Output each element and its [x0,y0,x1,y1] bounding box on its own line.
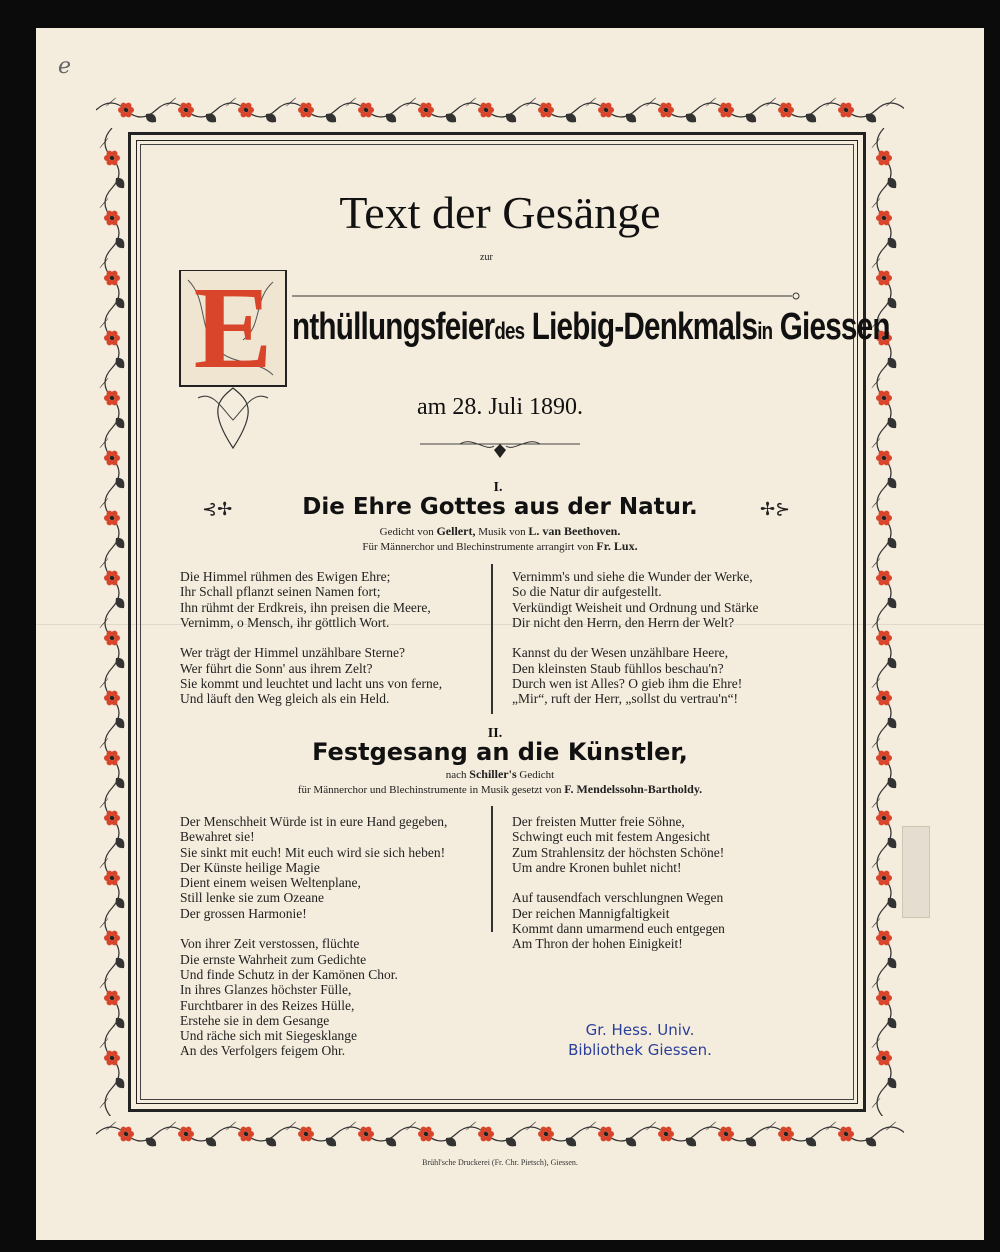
section-2-title: Festgesang an die Künstler, [312,738,688,766]
leaf-ornament [226,98,236,107]
leaf-ornament [872,378,881,388]
credit-poet: Gellert, [436,524,476,538]
flower-ornament [876,211,892,226]
flower-ornament [778,103,794,118]
leaf-ornament [506,1138,516,1147]
flower-ornament [298,1127,314,1142]
headline-word-3: Liebig-Denkmals [531,306,758,348]
attached-card-edge [902,826,930,918]
credit-text: Gedicht [519,769,555,781]
leaf-ornament [346,98,356,107]
verse-line: Die ernste Wahrheit zum Gedichte [180,951,367,967]
flower-ornament [104,931,120,946]
headline-word-1: nthüllungsfeier [292,306,495,348]
leaf-ornament [888,538,897,548]
flower-ornament [876,151,892,166]
flower-ornament [876,931,892,946]
flower-ornament [838,103,854,118]
leaf-ornament [888,718,897,728]
verse-line: Ihr Schall pflanzt seinen Namen fort; [180,584,381,600]
leaf-ornament [872,798,881,808]
leaf-ornament [100,1098,109,1108]
leaf-ornament [466,98,476,107]
verse-line: Erstehe sie in dem Gesange [180,1012,330,1028]
leaf-ornament [686,1138,696,1147]
leaf-ornament [116,838,125,848]
leaf-ornament [766,1122,776,1131]
leaf-ornament [206,114,216,123]
leaf-ornament [100,798,109,808]
leaf-ornament [100,258,109,268]
flower-ornament [418,1127,434,1142]
leaf-ornament [872,738,881,748]
section-2-credits [160,767,840,782]
leaf-ornament [100,378,109,388]
leaf-ornament [116,178,125,188]
leaf-ornament [116,298,125,308]
leaf-ornament [100,198,109,208]
flower-ornament [876,1051,892,1066]
leaf-ornament [888,178,897,188]
leaf-ornament [806,114,816,123]
leaf-ornament [146,1138,156,1147]
date-line: am 28. Juli 1890. [417,394,583,420]
column-divider [491,564,493,714]
leaf-ornament [888,418,897,428]
verse-line: Am Thron der hohen Einigkeit! [512,936,683,952]
leaf-ornament [872,978,881,988]
verse-line: „Mir“, ruft der Herr, „sollst du vertrau'n“! [512,691,739,707]
section-1-right-column [512,569,759,722]
section-1-title: Die Ehre Gottes aus der Natur. [302,494,698,520]
arrangement-text: Für Männerchor und Blechinstrumente arrangirt von [362,541,594,553]
flower-ornament [104,871,120,886]
verse-line: Dir nicht den Herrn, den Herrn der Welt? [512,614,735,630]
leaf-ornament [100,1038,109,1048]
flower-ornament [838,1127,854,1142]
verse-line: In ihres Glanzes höchster Fülle, [180,982,352,998]
leaf-ornament [888,478,897,488]
leaf-ornament [166,98,176,107]
leaf-ornament [116,598,125,608]
verse-line: Der reichen Mannigfaltigkeit [512,905,670,921]
flower-ornament [104,811,120,826]
zur-label: zur [480,252,493,263]
leaf-ornament [266,114,276,123]
leaf-ornament [116,418,125,428]
flower-ornament [104,391,120,406]
flower-ornament [876,991,892,1006]
leaf-ornament [116,658,125,668]
leaf-ornament [888,598,897,608]
flower-ornament [178,103,194,118]
flower-ornament [876,451,892,466]
leaf-ornament [566,114,576,123]
printer-credit: Brühl'sche Druckerei (Fr. Chr. Pietsch), Giessen. [422,1158,578,1167]
section-1-number: I. [493,480,503,495]
leaf-ornament [872,918,881,928]
leaf-ornament [446,1138,456,1147]
section-2-number: II. [487,726,503,741]
flower-ornament [298,103,314,118]
flower-ornament [104,211,120,226]
section-2-right-column [512,814,725,967]
column-divider [491,806,493,932]
flower-ornament [178,1127,194,1142]
right-flourish-icon: ✢⊱ [760,499,791,520]
credit-text: nach [445,769,467,781]
leaf-ornament [266,1138,276,1147]
verse-line: Kannst du der Wesen unzählbare Heere, [512,645,729,661]
leaf-ornament [100,438,109,448]
flower-ornament [104,331,120,346]
leaf-ornament [872,678,881,688]
leaf-ornament [116,478,125,488]
leaf-ornament [886,98,896,107]
leaf-ornament [888,1018,897,1028]
flower-ornament [718,103,734,118]
headline-word-2: des [494,318,525,345]
leaf-ornament [766,98,776,107]
leaf-ornament [146,114,156,123]
headline-word-5: Giessen [779,306,890,348]
verse-stanza [512,814,725,875]
section-2-left-column [180,814,447,1074]
flower-ornament [104,691,120,706]
verse-line: Den kleinsten Staub fühllos beschau'n? [512,660,724,676]
flower-ornament [478,103,494,118]
leaf-ornament [116,358,125,368]
leaf-ornament [646,98,656,107]
leaf-ornament [116,958,125,968]
leaf-ornament [326,114,336,123]
flower-ornament [718,1127,734,1142]
flower-ornament [104,151,120,166]
leaf-ornament [100,738,109,748]
flower-ornament [104,451,120,466]
leaf-ornament [706,98,716,107]
flower-ornament [104,271,120,286]
floral-border-top [96,92,904,128]
floral-border-bottom [96,1116,904,1152]
verse-line: Wer führt die Sonn' aus ihrem Zelt? [180,660,373,676]
flower-ornament [104,991,120,1006]
flower-ornament [876,571,892,586]
leaf-ornament [100,498,109,508]
leaf-ornament [286,98,296,107]
verse-line: Der Künste heilige Magie [180,859,320,875]
leaf-ornament [116,778,125,788]
section-2-arrangement [160,782,840,797]
flower-ornament [876,631,892,646]
leaf-ornament [286,1122,296,1131]
verse-line: Kommt dann umarmend euch entgegen [512,921,725,937]
verse-line: Dient einem weisen Weltenplane, [180,875,361,891]
leaf-ornament [506,114,516,123]
ornamental-rule [420,436,580,462]
leaf-ornament [106,1122,116,1131]
flower-ornament [658,1127,674,1142]
leaf-ornament [100,318,109,328]
leaf-ornament [888,898,897,908]
leaf-ornament [116,1018,125,1028]
section-1-arrangement [160,539,840,554]
verse-line: Sie kommt und leuchtet und lacht uns von ferne, [180,676,443,692]
leaf-ornament [446,114,456,123]
leaf-ornament [100,138,109,148]
leaf-ornament [406,1122,416,1131]
leaf-ornament [626,114,636,123]
corner-pencil-mark: e [58,54,72,79]
verse-line: Wer trägt der Himmel unzählbare Sterne? [180,645,405,661]
verse-line: So die Natur dir aufgestellt. [512,584,662,600]
leaf-ornament [566,1138,576,1147]
verse-line: Der Menschheit Würde ist in eure Hand gegeben, [180,814,448,829]
verse-stanza [180,569,442,630]
leaf-ornament [386,1138,396,1147]
verse-line: Bewahret sie! [180,829,255,845]
flower-ornament [538,1127,554,1142]
leaf-ornament [116,1078,125,1088]
leaf-ornament [406,98,416,107]
leaf-ornament [888,838,897,848]
verse-line: Von ihrer Zeit verstossen, flüchte [180,936,360,952]
section-1-credits [160,524,840,539]
flower-ornament [876,271,892,286]
verse-line: Und räche sich mit Siegesklange [180,1028,357,1044]
leaf-ornament [888,358,897,368]
leaf-ornament [346,1122,356,1131]
verse-stanza [180,936,447,1058]
flower-ornament [778,1127,794,1142]
verse-line: Ihn rühmt der Erdkreis, ihn preisen die Meere, [180,599,431,615]
leaf-ornament [326,1138,336,1147]
verse-line: Die Himmel rühmen des Ewigen Ehre; [180,569,391,584]
flower-ornament [104,751,120,766]
flower-ornament [538,103,554,118]
leaf-ornament [166,1122,176,1131]
leaf-ornament [826,1122,836,1131]
flower-ornament [876,511,892,526]
leaf-ornament [872,858,881,868]
flower-ornament [876,751,892,766]
leaf-ornament [466,1122,476,1131]
leaf-ornament [872,1098,881,1108]
left-flourish-icon: ⊰✢ [202,499,233,520]
leaf-ornament [100,678,109,688]
leaf-ornament [100,978,109,988]
headline [292,306,890,349]
verse-line: Um andre Kronen buhlet nicht! [512,859,682,875]
leaf-ornament [116,238,125,248]
credit-poet: Schiller's [469,767,517,781]
leaf-ornament [872,618,881,628]
flower-ornament [118,103,134,118]
leaf-ornament [386,114,396,123]
credit-text: Musik von [478,526,526,538]
leaf-ornament [100,918,109,928]
verse-line: An des Verfolgers feigem Ohr. [180,1043,346,1059]
leaf-ornament [586,98,596,107]
leaf-ornament [872,1038,881,1048]
leaf-ornament [872,258,881,268]
verse-line: Der grossen Harmonie! [180,905,307,921]
verse-line: Furchtbarer in des Reizes Hülle, [180,997,355,1013]
leaf-ornament [888,658,897,668]
verse-line: Und finde Schutz in der Kamönen Chor. [180,966,398,982]
headline-top-rule [292,286,802,302]
flower-ornament [104,511,120,526]
page-title: Text der Gesänge [339,187,661,238]
verse-stanza [180,645,442,706]
leaf-ornament [226,1122,236,1131]
flower-ornament [104,631,120,646]
flower-ornament [478,1127,494,1142]
verse-stanza [180,814,447,921]
verse-line: Durch wen ist Alles? O gieb ihm die Ehre! [512,676,743,692]
leaf-ornament [526,98,536,107]
verse-line: Auf tausendfach verschlungnen Wegen [512,890,724,906]
leaf-ornament [116,898,125,908]
leaf-ornament [872,198,881,208]
headline-word-4: in [757,318,773,345]
flower-ornament [358,1127,374,1142]
flower-ornament [598,1127,614,1142]
leaf-ornament [746,114,756,123]
verse-line: Der freisten Mutter freie Söhne, [512,814,685,829]
stamp-line-1: Gr. Hess. Univ. [585,1021,695,1039]
library-stamp [560,1020,720,1060]
leaf-ornament [686,114,696,123]
verse-line: Und läuft den Weg gleich als ein Held. [180,691,390,707]
section-1-left-column [180,569,442,722]
arrangement-text: für Männerchor und Blechinstrumente in Musik gesetzt von [297,784,562,796]
verse-stanza [512,645,759,706]
verse-line: Sie sinkt mit euch! Mit euch wird sie sich heben! [180,844,446,860]
leaf-ornament [886,1122,896,1131]
leaf-ornament [626,1138,636,1147]
verse-line: Still lenke sie zum Ozeane [180,890,324,906]
leaf-ornament [100,558,109,568]
leaf-ornament [100,618,109,628]
leaf-ornament [526,1122,536,1131]
leaf-ornament [646,1122,656,1131]
leaf-ornament [206,1138,216,1147]
credit-text: Gedicht von [379,526,434,538]
flower-ornament [598,103,614,118]
leaf-ornament [872,438,881,448]
verse-line: Zum Strahlensitz der höchsten Schöne! [512,844,725,860]
leaf-ornament [888,778,897,788]
verse-line: Schwingt euch mit festem Angesicht [512,829,710,845]
flower-ornament [876,871,892,886]
flower-ornament [238,103,254,118]
flower-ornament [104,1051,120,1066]
flower-ornament [418,103,434,118]
leaf-ornament [872,558,881,568]
leaf-ornament [106,98,116,107]
flower-ornament [876,691,892,706]
illuminated-initial: E [193,262,273,393]
flower-ornament [658,103,674,118]
flower-ornament [358,103,374,118]
leaf-ornament [806,1138,816,1147]
leaf-ornament [100,858,109,868]
leaf-ornament [116,718,125,728]
leaf-ornament [826,98,836,107]
verse-stanza [512,890,725,951]
flower-ornament [104,571,120,586]
flower-ornament [238,1127,254,1142]
arrangement-name: Fr. Lux. [596,539,638,553]
arrangement-name: F. Mendelssohn-Bartholdy. [564,782,703,796]
stamp-line-2: Bibliothek Giessen. [568,1041,712,1059]
leaf-ornament [872,498,881,508]
verse-line: Verkündigt Weisheit und Ordnung und Stärke [512,599,759,615]
leaf-ornament [866,114,876,123]
leaf-ornament [706,1122,716,1131]
leaf-ornament [586,1122,596,1131]
credit-composer: L. van Beethoven. [528,524,621,538]
flower-ornament [876,391,892,406]
leaf-ornament [746,1138,756,1147]
verse-stanza [512,569,759,630]
floral-border-left [96,128,128,1116]
verse-line: Vernimm, o Mensch, ihr göttlich Wort. [180,614,390,630]
verse-line: Vernimm's und siehe die Wunder der Werke, [512,569,753,584]
leaf-ornament [888,238,897,248]
floral-border-right [868,128,900,1116]
flower-ornament [118,1127,134,1142]
leaf-ornament [888,958,897,968]
leaf-ornament [866,1138,876,1147]
flower-ornament [876,811,892,826]
leaf-ornament [888,1078,897,1088]
leaf-ornament [872,138,881,148]
leaf-ornament [116,538,125,548]
